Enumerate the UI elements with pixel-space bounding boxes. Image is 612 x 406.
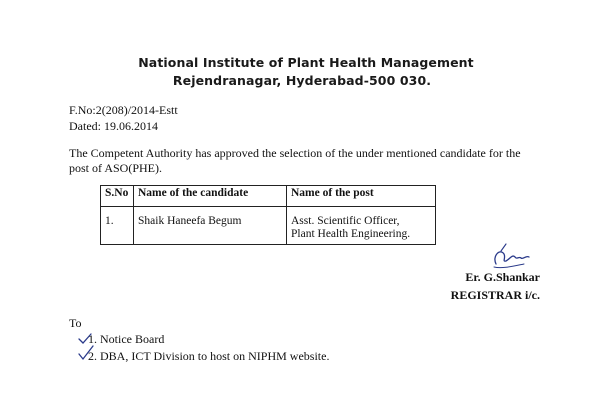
candidate-table	[100, 185, 436, 245]
document-date: Dated: 19.06.2014	[69, 119, 158, 133]
header-candidate: Name of the candidate	[134, 186, 287, 207]
header-post: Name of the post	[287, 186, 436, 207]
distribution-item: 1. Notice Board	[88, 332, 165, 346]
to-label: To	[69, 316, 82, 330]
handwritten-signature	[488, 242, 538, 272]
institute-address: Rejendranagar, Hyderabad-500 030.	[172, 73, 432, 88]
post-line-2: Plant Health Engineering.	[291, 228, 411, 240]
approval-paragraph: The Competent Authority has approved the selection of the under mentioned candidate for the post of ASO(PHE).	[69, 146, 521, 175]
cell-post	[287, 207, 436, 245]
table-header-row	[101, 186, 436, 207]
file-number: F.No:2(208)/2014-Estt	[69, 103, 178, 117]
cell-candidate: Shaik Haneefa Begum	[134, 207, 287, 245]
signatory-title: REGISTRAR i/c.	[450, 288, 540, 302]
table-row	[101, 207, 436, 245]
institute-name: National Institute of Plant Health Management	[138, 55, 474, 70]
header-sno: S.No	[101, 186, 134, 207]
signatory-name: Er. G.Shankar	[465, 270, 540, 284]
distribution-item: 2. DBA, ICT Division to host on NIPHM website.	[88, 349, 330, 363]
post-line-1: Asst. Scientific Officer,	[291, 215, 400, 227]
cell-sno: 1.	[101, 207, 134, 245]
